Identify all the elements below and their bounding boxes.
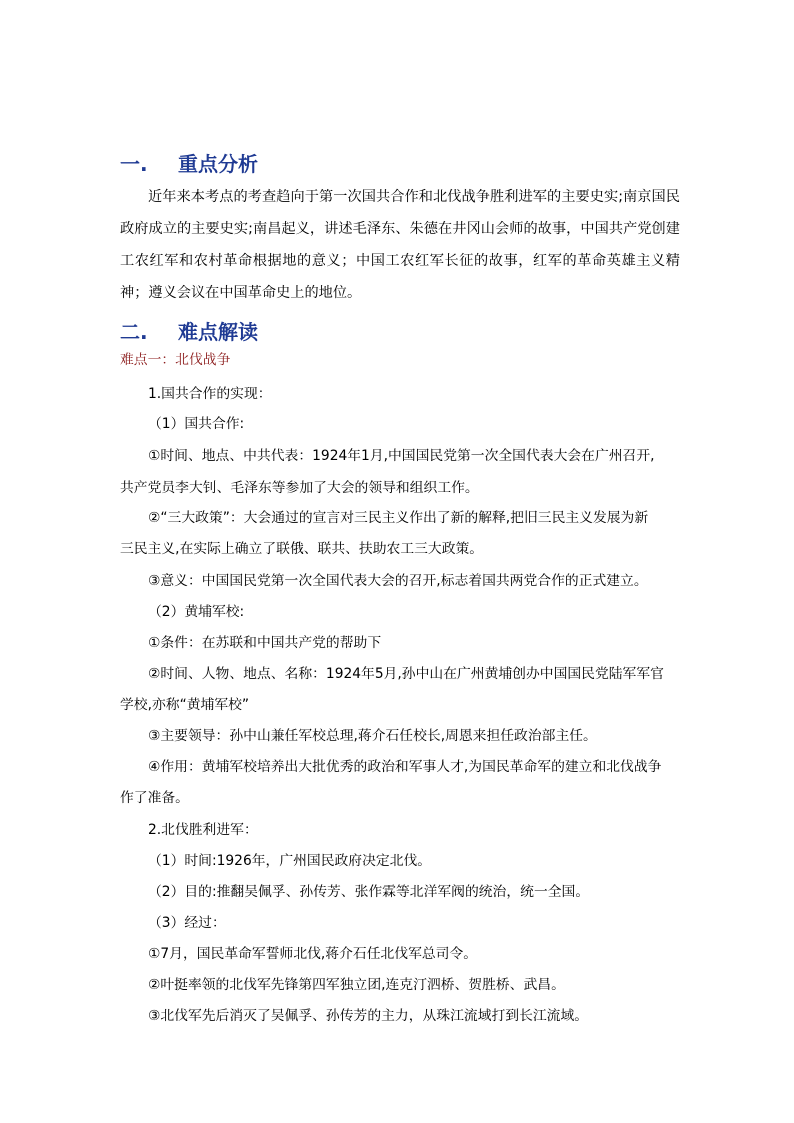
analysis-paragraph — [120, 181, 680, 309]
section-number: 一. — [120, 152, 148, 176]
body-line: （2）黄埔军校: — [148, 604, 245, 620]
difficulty-subtitle: 难点一：北伐战争 — [120, 352, 231, 368]
body-line: ②叶挺率领的北伐军先锋第四军独立团,连克汀泗桥、贺胜桥、武昌。 — [148, 977, 565, 993]
section-title: 重点分析 — [178, 152, 258, 176]
paragraph-text: 近年来本考点的考查趋向于第一次国共合作和北伐战争胜利进军的主要史实;南京国民政府成立的主要史实;南昌起义，讲述毛泽东、朱德在井冈山会师的故事，中国共产党创建工农红军和农村革命根据地的意义；中国工农红军长征的故事，红军的革命英雄主义精神；遵义会议在中国革命史上的地位。 — [120, 189, 680, 301]
body-line: ②“三大政策”：大会通过的宣言对三民主义作出了新的解释,把旧三民主义发展为新 — [148, 510, 649, 526]
body-line: ④作用：黄埔军校培养出大批优秀的政治和军事人才,为国民革命军的建立和北伐战争 — [148, 759, 662, 775]
body-line: （1）时间:1926年，广州国民政府决定北伐。 — [148, 853, 432, 869]
body-line: 作了准备。 — [120, 790, 189, 806]
body-line: （2）目的:推翻吴佩孚、孙传芳、张作霖等北洋军阀的统治，统一全国。 — [148, 884, 590, 900]
body-line: ②时间、人物、地点、名称：1924年5月,孙中山在广州黄埔创办中国国民党陆军军官 — [148, 666, 664, 682]
section-title: 难点解读 — [178, 320, 258, 344]
body-line: ①7月，国民革命军誓师北伐,蒋介石任北伐军总司令。 — [148, 946, 478, 962]
section-heading-1 — [120, 148, 258, 177]
body-line: 2.北伐胜利进军： — [148, 822, 258, 838]
body-line: 学校,亦称“黄埔军校” — [120, 697, 250, 713]
body-line: （3）经过： — [148, 915, 226, 931]
body-line: 1.国共合作的实现： — [148, 386, 272, 402]
body-line: ③意义：中国国民党第一次全国代表大会的召开,标志着国共两党合作的正式建立。 — [148, 573, 648, 589]
body-line: ①条件：在苏联和中国共产党的帮助下 — [148, 635, 382, 651]
body-line: 共产党员李大钊、毛泽东等参加了大会的领导和组织工作。 — [120, 480, 479, 496]
body-line: 三民主义,在实际上确立了联俄、联共、扶助农工三大政策。 — [120, 541, 484, 557]
body-line: ③北伐军先后消灭了吴佩孚、孙传芳的主力，从珠江流域打到长江流域。 — [148, 1008, 589, 1024]
body-line: （1）国共合作: — [148, 416, 245, 432]
body-line: ③主要领导：孙中山兼任军校总理,蒋介石任校长,周恩来担任政治部主任。 — [148, 728, 597, 744]
body-line: ①时间、地点、中共代表：1924年1月,中国国民党第一次全国代表大会在广州召开, — [148, 448, 655, 464]
section-number: 二. — [120, 320, 148, 344]
section-heading-2 — [120, 316, 258, 345]
